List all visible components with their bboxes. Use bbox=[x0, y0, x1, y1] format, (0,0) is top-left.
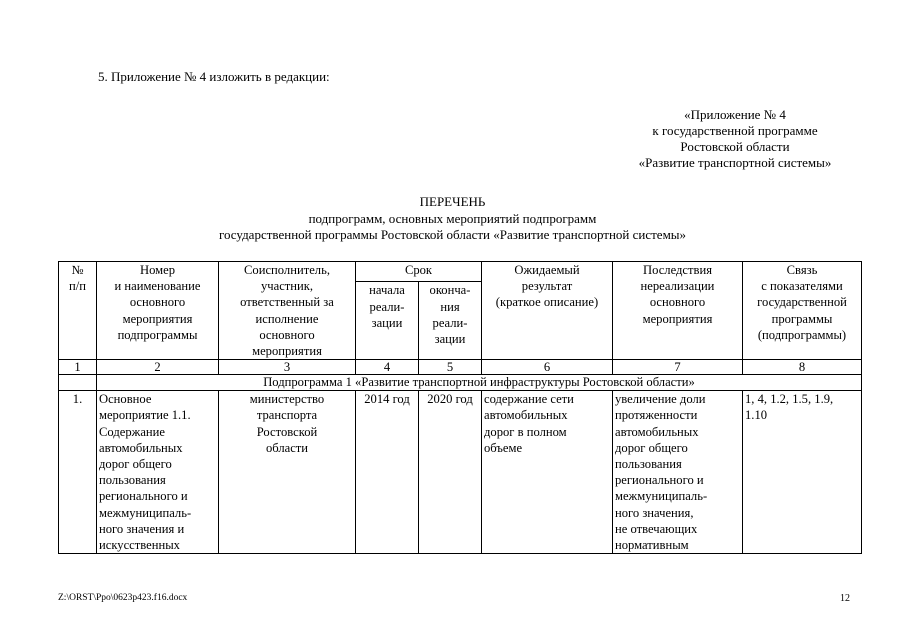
heading-line: государственной программы Ростовской области «Развитие транспортной системы» bbox=[218, 227, 687, 242]
subprogram-title: Подпрограмма 1 «Развитие транспортной инфраструктуры Ростовской области» bbox=[97, 375, 862, 391]
header-end: оконча- ния реали- зации bbox=[419, 282, 482, 360]
header-start: начала реали- зации bbox=[356, 282, 419, 360]
annex-line: «Развитие транспортной системы» bbox=[638, 155, 832, 170]
activities-table bbox=[58, 261, 862, 554]
column-number: 8 bbox=[743, 360, 862, 375]
subprogram-row bbox=[59, 375, 862, 391]
row-number: 1. bbox=[59, 391, 97, 554]
header-executor: Соисполнитель, участник, ответственный за исполнение основного мероприятия bbox=[219, 262, 356, 360]
page-number: 12 bbox=[840, 593, 850, 604]
column-number: 3 bbox=[219, 360, 356, 375]
heading-line: подпрограмм, основных мероприятий подпрограмм bbox=[308, 210, 597, 226]
annex-line: «Приложение № 4 bbox=[684, 107, 786, 122]
row-activity-name-text: Основное мероприятие 1.1. Содержание автомобильных дорог общего пользования регионального и межмуниципаль- ного значения и искусственных bbox=[99, 392, 192, 553]
table-header-row bbox=[59, 262, 862, 282]
row-consequence bbox=[613, 391, 743, 554]
table-row bbox=[59, 391, 862, 554]
header-link-indicators: Связь с показателями государственной программы (подпрограммы) bbox=[743, 262, 862, 360]
row-consequence-text: увеличение доли протяженности автомобильных дорог общего пользования регионального и межмуниципаль- ного значения, не отвечающих нормативным bbox=[615, 392, 708, 553]
column-number: 5 bbox=[419, 360, 482, 375]
header-number: № п/п bbox=[59, 262, 97, 360]
row-start-year: 2014 год bbox=[356, 391, 419, 554]
column-number: 7 bbox=[613, 360, 743, 375]
file-path: Z:\ORST\Ppo\0623p423.f16.docx bbox=[58, 593, 188, 603]
row-activity-name bbox=[97, 391, 219, 554]
row-link-indicators: 1, 4, 1.2, 1.5, 1.9, 1.10 bbox=[743, 391, 862, 554]
column-number-row bbox=[59, 360, 862, 375]
column-number: 4 bbox=[356, 360, 419, 375]
heading-title: ПЕРЕЧЕНЬ bbox=[419, 194, 486, 209]
header-expected-result: Ожидаемый результат (краткое описание) bbox=[482, 262, 613, 360]
annex-line: Ростовской области bbox=[680, 139, 790, 154]
column-number: 1 bbox=[59, 360, 97, 375]
header-term: Срок bbox=[356, 262, 482, 282]
row-end-year: 2020 год bbox=[419, 391, 482, 554]
header-consequences: Последствия нереализации основного мероприятия bbox=[613, 262, 743, 360]
document-heading bbox=[0, 194, 905, 244]
header-activity-name: Номер и наименование основного мероприятия подпрограммы bbox=[97, 262, 219, 360]
row-expected-result: содержание сети автомобильных дорог в полном объеме bbox=[482, 391, 613, 554]
column-number: 2 bbox=[97, 360, 219, 375]
row-executor: министерство транспорта Ростовской области bbox=[219, 391, 356, 554]
intro-paragraph: 5. Приложение № 4 изложить в редакции: bbox=[98, 69, 330, 84]
annex-line: к государственной программе bbox=[652, 123, 818, 138]
annex-reference bbox=[590, 107, 880, 171]
column-number: 6 bbox=[482, 360, 613, 375]
